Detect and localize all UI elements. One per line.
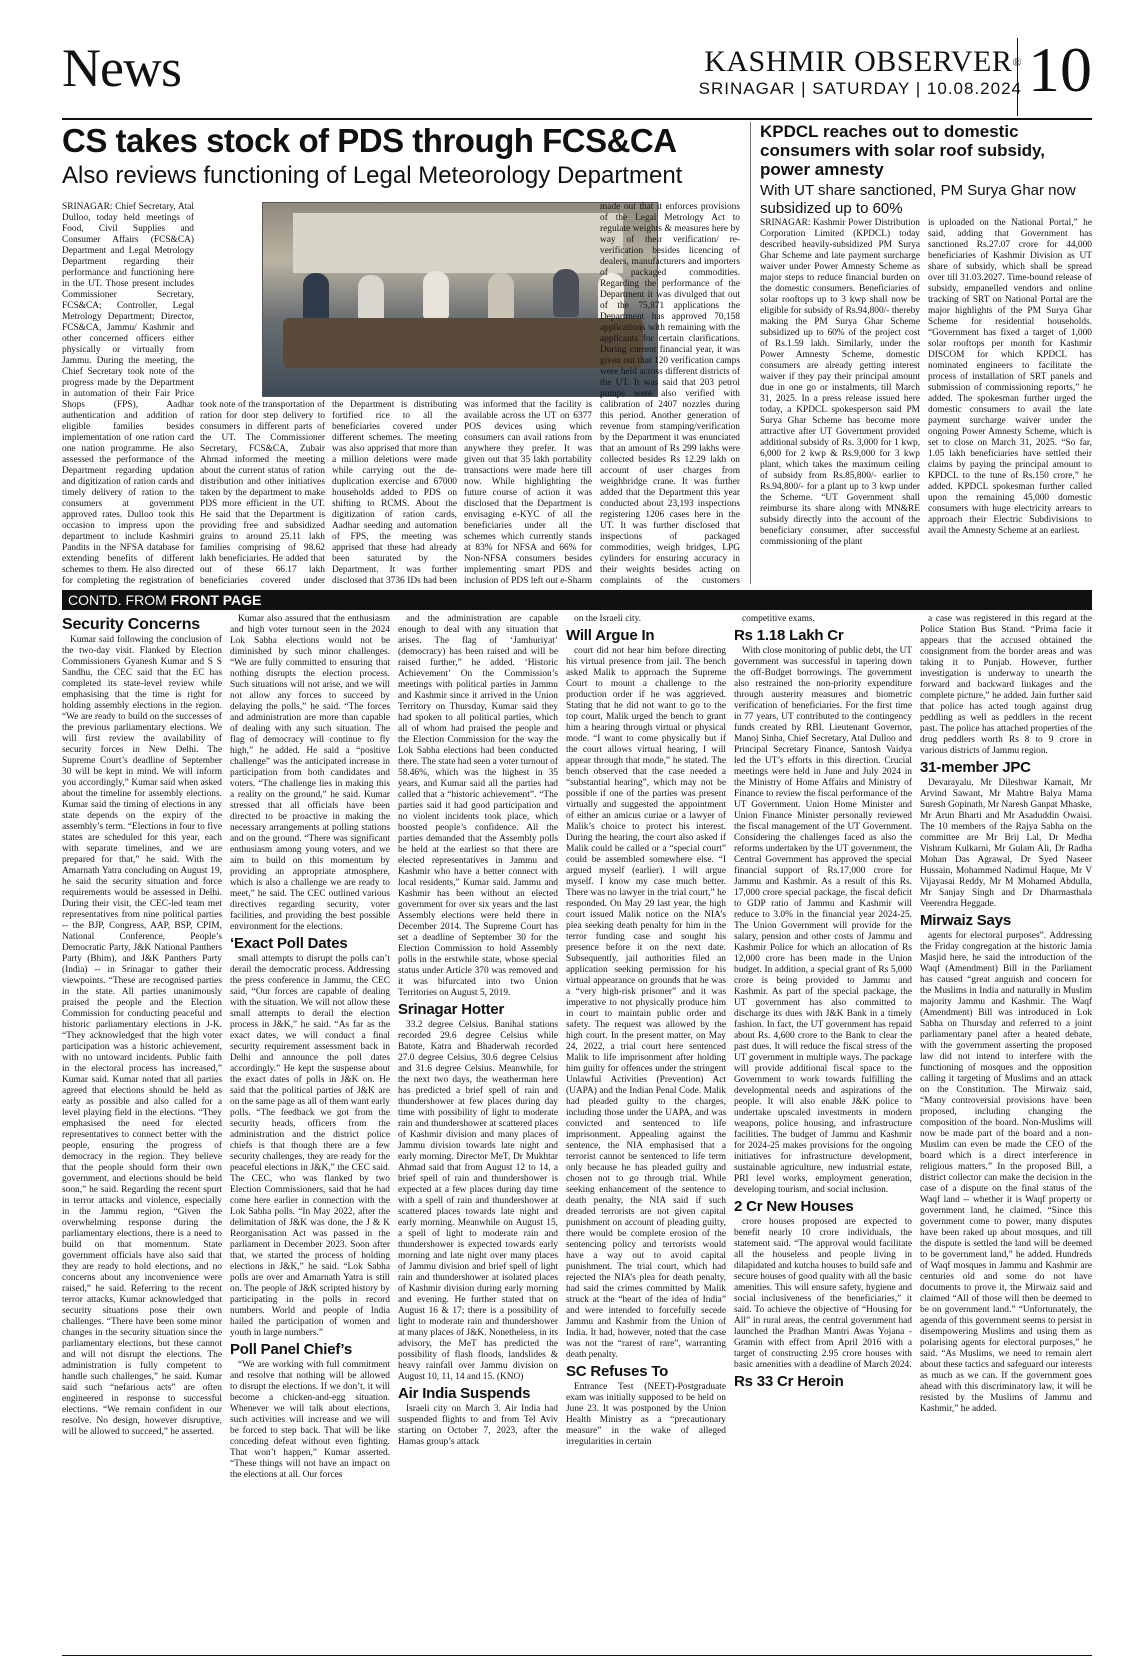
subhead-sc-refuses-to: SC Refuses To: [566, 1363, 669, 1380]
contd-text: Israeli city on March 3. Air India had suspended flights to and from Tel Aviv starting on October 7, 2023, after the Hamas group’s attack: [398, 1404, 558, 1447]
contd-text: agents for electoral purposes”. Addressing the Friday congregation at the historic Jamia Masjid here, he said the introduction of the Waqf (Amendment) Bill in the Parliament has caused “great anguish and concern for the Muslims in India and naturally in Muslim majority Jammu and Kashmir. The Waqf (Amendment) Bill was introduced in Lok Sabha on Thursday and referred to a joint parliamentary panel after a heated debate, with the government asserting the proposed law did not intend to interfere with the functioning of mosques and the opposition calling it targeting of Muslims and an attack on the Constitution. The Mirwaiz said, “Many controversial provisions have been proposed, including changing the composition of the board. Non-Muslims will now be made part of the board and a non-Muslim can even be made the CEO of the board which is a direct interference in religious matters.” In the proposed Bill, a district collector can make the decision in the case of a dispute on the final status of the Waqf land -- whether it is Waqf property or government land, he claimed. “Since this government come to power, many disputes have been raked up about mosques, and till the dispute is settled the land will be deemed to be government land,” he added. Hundreds of Waqf mosques in Jammu and Kashmir are centuries old and some do not have documents to prove it, the Mirwaiz said and claimed “All of those will then be deemed to be on government land.” “Unfortunately, the agenda of this government seems to persist in disempowering Muslims and using them as polarising agents for electoral purposes,” he said. “As Muslims, we need to remain alert about these tactics and safeguard our interests as much as we can. If the government goes ahead with this discriminatory law, it will be resisted by the Muslims of Jammu and Kashmir,” he added.: [920, 931, 1092, 1414]
lead-col-2: took note of the transportation of ration for door step delivery to consumers in different parts of the UT. The Commissioner Secretary, FCS&CA, Zubair Ahmad informed the meeting about the current status of ration distribution and other initiatives taken by the department to make PDS more efficient in the UT. He said that the Department is providing free and subsidized grains to around 25.11 lakh families comprising of 98.62 lakh beneficiaries. He added that out of these 66.17 lakh beneficiaries covered under: [200, 400, 325, 586]
lead-col-3: the Department is distributing fortified rice to all the beneficiaries covered under different schemes. The meeting was also apprised that more than a million deletions were made while carrying out the de-duplication exercise and 67000 households added to PDS on shifting to RCMS. About the digitization of ration cards, Aadhar seeding and automation of FPS, the meeting was apprised that these had already been saturated by the Department. It was further disclosed that 3736 IDs had been: [332, 400, 457, 586]
paper-name-text: KASHMIR OBSERVER: [704, 45, 1013, 78]
photo-person: [358, 275, 384, 323]
lead-deck: Also reviews functioning of Legal Meteorology Department: [62, 162, 683, 189]
kpdcl-headline: KPDCL reaches out to domestic consumers with solar roof subsidy, power amnesty: [760, 122, 1045, 179]
lead-col-5: made out that it enforces provisions of the Legal Metrology Act to regulate weights & measures here by way of their verification/ re-verification besides licencing of dealers, manufacturers and importers of packaged commodities. Regarding the performance of the Department it was divulged that out of the 75,871 applications the Department has approved 70,158 applications with remaining with the applicants for certain clarifications. During current financial year, it was given out that 120 verification camps were held across different districts of the UT. It was said that 203 petrol pumps were also verified with calibration of 2407 nozzles during this period. Another generation of revenue from stamping/verification by the Department it was enunciated that an amount of Rs 299 lakhs were collected besides Rs 12.29 lakh on account of user charges from weighbridge crane. It was further added that the Department this year conducted about 23,193 inspections registering 1206 cases here in the UT. It was further disclosed that inspections of packaged commodities, weigh bridges, LPG cylinders for ensuring accuracy in their weights besides acting on complaints of the customers: [600, 202, 740, 586]
kpdcl-col-2: is uploaded on the National Portal,” he said, adding that Government has sanctioned Rs.27.07 crore for 44,000 beneficiaries of Kashmir Division as UT share of subsidy, which shall be spread over till 31.03.2027. Time-bound release of subsidy, empanelled vendors and online tracking of SRT on National Portal are the major highlights of the PM Surya Ghar Scheme for residential households. “Government has fixed a target of 1,000 solar rooftops per month for Kashmir DISCOM for which KPDCL has nominated engineers to facilitate the process of installation of SRT panels and submission of commissioning reports,” he added. The spokesman further urged the domestic consumers to avail the late payment surcharge waiver under the ongoing Power Amnesty Scheme, which is set to close on March 31, 2025. “So far, 1.05 lakh beneficiaries have settled their claims by paying the principal amount to KPDCL to the tune of Rs.150 crore,” he added. KPDCL spokesman further called upon the remaining 45,000 domestic consumers with huge electricity arrears to approach their Electric Subdivisions to avail the Amnesty Scheme at an earliest.: [928, 218, 1092, 536]
subhead-poll-panel-chief: Poll Panel Chief’s: [230, 1341, 352, 1358]
photo-table: [283, 318, 643, 368]
contd-text: Entrance Test (NEET)-Postgraduate exam was initially supposed to be held on June 23. It was postponed by the Union Health Ministry as a “precautionary measure” in the wake of alleged irregularities in certain: [566, 1382, 726, 1447]
kpdcl-col-1: SRINAGAR: Kashmir Power Distribution Corporation Limited (KPDCL) today described heavily-subsidized PM Surya Ghar Scheme and late payment surcharge waiver under Power Amnesty Scheme as major steps to reduce financial burden on the domestic consumers. Beneficiaries of solar rooftops up to 3 kwp shall now be eligible for subsidy of Rs.94,800/- thereby making the PM Surya Ghar Scheme subsidized up to 60% of the project cost of Rs.1.59 lakh. Similarly, under the Power Amnesty Scheme, domestic consumers are already getting interest waiver if they pay their principal amount due in one go or instalments, till March 31, 2025. In a press release issued here today, a KPDCL spokesperson said PM Surya Ghar Scheme has become more attractive after UT Government provided additional subsidy of Rs. 3,000 for 1 kwp, 6,000 for 2 kwp & Rs.9,000 for 3 kwp plant, which takes the maximum ceiling of subsidy from Rs.85,800/- earlier to Rs.94,800/- for a plant up to 3 kwp under the Scheme. “UT Government shall reimburse its share along with MN&RE subsidy directly into the account of the beneficiary consumer, after successful commissioning of the plant: [760, 218, 920, 547]
contd-text: “We are working with full commitment and resolve that nothing will be allowed to disrupt the elections. If we don’t, it will become a chicken-and-egg situation. Whenever we will talk about elections, such activities will increase and we will be forced to step back. That will be like conceding defeat without even fighting. That won’t happen,” Kumar asserted. “These things will not have an impact on the elections at all. Our forces: [230, 1360, 390, 1480]
subhead-will-argue-in: Will Argue In: [566, 627, 655, 644]
photo-person: [303, 273, 329, 321]
paper-name: [699, 46, 1022, 78]
contd-col-6: [920, 614, 1092, 1654]
page-bottom-rule: [62, 1655, 1092, 1656]
photo-person: [423, 271, 449, 319]
contd-text: crore houses proposed are expected to benefit nearly 10 crore individuals, the statement said. “The approval would facilitate all the houseless and people living in dilapidated and kutcha houses to build safe and secure houses of good quality with all the basic amenities. This will ensure safety, hygiene and social inclusiveness of the beneficiaries,” it said. To achieve the objective of “Housing for All” in rural areas, the central government had launched the Pradhan Mantri Awas Yojana -Gramin with effect from April 2016 with a target of constructing 2.95 crore houses with basic amenities with a deadline of March 2024.: [734, 1217, 912, 1370]
dateline: SRINAGAR | SATURDAY | 10.08.2024: [698, 79, 1022, 98]
kpdcl-deck: With UT share sanctioned, PM Surya Ghar now subsidized up to 60%: [760, 182, 1076, 217]
contd-text: competitive exams.: [742, 614, 815, 624]
subhead-exact-poll-dates: ‘Exact Poll Dates: [230, 935, 348, 952]
subhead-rs-1-18-lakh-cr: Rs 1.18 Lakh Cr: [734, 627, 844, 644]
masthead-rule: [62, 118, 1092, 120]
contd-banner: [62, 590, 1092, 610]
page-number: 10: [1017, 38, 1092, 116]
lead-story: [62, 122, 762, 190]
photo-person: [488, 273, 514, 321]
contd-label-bold: FRONT PAGE: [170, 592, 262, 608]
registered-mark: ®: [1012, 55, 1022, 69]
contd-col-5: [734, 614, 912, 1654]
contd-text: Kumar also assured that the enthusiasm and high voter turnout seen in the 2024 Lok Sabha elections would not be diminished by such minor challenges. “We are fully committed to ensuring that nothing disrupts the election process. Such situations will not arise, and we will not allow any forces to succeed by delaying the polls,” he said. “The forces and administration are more than capable of dealing with any such situation. The flag of democracy will continue to fly high,” he added. He said a “positive challenge” was the anticipated increase in participation from both candidates and voters. “The challenge lies in making this a reality on the ground,” he said. Kumar stressed that all officials have been directed to be proactive in making the necessary arrangements at polling stations and on the ground. “There was significant enthusiasm among young voters, and we aim to build on this momentum by providing an appropriate atmosphere, which is also a challenge we are ready to meet,” he said. The CEC outlined various directives regarding security, voter facilities, and providing the best possible environment for the elections.: [230, 614, 390, 932]
photo-screen: [293, 213, 623, 273]
masthead: [62, 34, 1092, 108]
subhead-srinagar-hotter: Srinagar Hotter: [398, 1001, 505, 1018]
contd-col-1: [62, 614, 222, 1654]
subhead-security-concerns: Security Concerns: [62, 616, 200, 633]
contd-text: With close monitoring of public debt, the UT government was successful in tapering down the off-Budget borrowings. The government also restrained the non-priority expenditure through austerity measures and biometric verification of beneficiaries. For the first time in 77 years, UT contributed to the contingency funds created by RBI. Lieutenant Governor, Manoj Sinha, Chief Secretary, Atal Dulloo and Principal Secretary Finance, Santosh Vaidya led the UT’s efforts in this direction. Crucial meetings were held in June and July 2024 in the Ministry of Home Affairs and Ministry of Finance to review the fiscal performance of the UT Government. Union Home Minister and Union Finance Minister personally reviewed the fiscal management of the UT Government. Considering the challenges faced as also the reforms undertaken by the UT government, the Central Government has approved the special financial support of Rs.17,000 crore for Jammu and Kashmir. As a result of this Rs. 17,000 crore special package, the fiscal deficit to GDP ratio of Jammu and Kashmir will reduce to 3.0% in the financial year 2024-25. The Union Government will provide for the salary, pension and other costs of Jammu and Kashmir Police for which an allocation of Rs 12,000 crore has been made in the Union budget. In addition, a special grant of Rs 5,000 crore is being provided to Jammu and Kashmir. As part of the special package, the UT government has also committed to discharge its dues with J&K Bank in a timely fashion. In fact, the UT government has repaid about Rs. 4,600 crore to the Bank to clear the past dues. It will reduce the fiscal stress of the UT government in multiple ways. The package will provide additional fiscal space to the Government to work towards fulfilling the developmental needs and aspirations of the people. It will also enable J&K police to undertake upscaled investments in modern weapons, police housing, and infrastructure facilities. The budget of Jammu and Kashmir for 2024-25 makes provisions for the ongoing initiatives for infrastructure development, sustainable agriculture, new industrial estate, PRI level works, employment generation, developing tourism, and social inclusion.: [734, 646, 912, 1195]
photo-person: [553, 269, 579, 317]
subhead-31-member-jpc: 31-member JPC: [920, 759, 1031, 776]
contd-text: court did not hear him before directing his virtual presence from jail. The bench asked Malik to approach the Supreme Court to mount a challenge to the production order if he was aggrieved. Stating that he did not want to go to the top court, Malik urged the bench to grant him a hearing through virtual or physical mode. “I want to come physically but if the court allows virtual hearing, I will appear through that mode,” he stated. The bench observed that the case needed a “substantial hearing”, which may not be possible if one of the parties was present virtually and suggested the appointment of either an amicus curiae or a lawyer of Malik’s choice to protect his interest. During the hearing, the court also asked if Malik could be called or a “special court” could be assembled somewhere else. “I argued myself (earlier). I will argue myself. I know my case much better. There was no lawyer in the trial court,” he responded. On May 29 last year, the high court issued Malik notice on the NIA’s plea seeking death penalty for him in the terror funding case and sought his presence before it on the next date. Subsequently, jail authorities filed an application seeking permission for his virtual appearance on grounds that he was a “very high-risk prisoner” and it was imperative to not physically produce him in court to maintain public order and safety. The request was allowed by the high court. In the present matter, on May 24, 2022, a trial court here sentenced Malik to life imprisonment after holding him guilty for offences under the stringent Unlawful Activities (Prevention) Act (UAPA) and the Indian Penal Code. Malik had pleaded guilty to the charges, including those under the UAPA, and was convicted and sentenced to life imprisonment. Appealing against the sentence, the NIA emphasised that a terrorist cannot be sentenced to life term only because he has pleaded guilty and chosen not to go through trial. While seeking enhancement of the sentence to death penalty, the NIA said if such dreaded terrorists are not given capital punishment on account of pleading guilty, there would be complete erosion of the sentencing policy and terrorists would have a way out to avoid capital punishment. The trial court, which had rejected the NIA’s plea for death penalty, had said the crimes committed by Malik struck at the “heart of the idea of India” and were intended to forcefully secede Jammu and Kashmir from the Union of India. It had, however, noted that the case was not the “rarest of rare”, warranting death penalty.: [566, 646, 726, 1360]
contd-text: a case was registered in this regard at the Police Station Bus Stand. “Prima facie it appears that the accused obtained the consignment from the border areas and was taking it to Punjab. However, further investigation is underway to unearth the forward and backward linkages and the complete picture,” he added. Jain further said that police has acted tough against drug peddling as well as peddlers in the recent past. The police has attached properties of the drug peddlers worth Rs 8 to 9 crore in various districts of Jammu region.: [920, 614, 1092, 756]
subhead-mirwaiz-says: Mirwaiz Says: [920, 912, 1011, 929]
lead-col-1: SRINAGAR: Chief Secretary, Atal Dulloo, today held meetings of Food, Civil Supplies and Consumer Affairs (FCS&CA) Department and Legal Metrology Department regarding their performance and functioning here in the UT. Those present includes Commissioner Secretary, FCS&CA; Controller, Legal Metrology Department; Director, FCS&CA, Jammu/ Kashmir and other concerned officers either physically or virtually from Jammu. During the meeting, the Chief Secretary took note of the progress made by the Department in automation of their Fair Price Shops (FPS), Aadhar authentication and addition of eligible families besides implementation of one ration card one nation programme. He also assessed the performance of the Department regarding updation and digitization of ration cards and timely delivery of ration to the consumers at government approved rates. Dulloo took this occasion to impress upon the department to include Kashmiri Pandits in the NFSA database for extending benefits of different schemes to them. He also directed for completing the registration of: [62, 202, 194, 586]
contd-col-4: [566, 614, 726, 1654]
contd-text: and the administration are capable enough to deal with any situation that arises. The flag of ‘Jamhuriyat’ (democracy) has been raised and will be raised further,” he added. ‘Historic Achievement’ On the Commission’s meetings with political parties in Jammu and Kashmir since it arrived in the Union Territory on Thursday, Kumar said they had spoken to all political parties, which all of whom had praised the people and the Election Commission for the way the Lok Sabha elections had been conducted there. The state had seen a voter turnout of 58.46%, which was the highest in 35 years, and Kumar said all the parties had called that a “historic achievement”. “The parties said it had good participation and no violent incidents took place, which boosted people’s confidence. All the parties demanded that the Assembly polls be held at the earliest so that there are elected representatives in Jammu and Kashmir who have a better connect with local residents,” Kumar said. Jammu and Kashmir has been without an elected government for over six years and the last Assembly elections were held there in December 2014. The Supreme Court has set a deadline of September 30 for the Election Commission to hold Assembly polls in the erstwhile state, whose special status under Article 370 was removed and it was bifurcated into two Union Territories on August 5, 2019.: [398, 614, 558, 998]
contd-label-plain: CONTD. FROM: [68, 592, 171, 608]
paper-brand: [699, 46, 1022, 100]
subhead-air-india-suspends: Air India Suspends: [398, 1385, 531, 1402]
contd-col-3: [398, 614, 558, 1654]
lead-col-4: was informed that the facility is available across the UT on 6377 POS devices using which consumers can avail rations from anywhere they prefer. It was given out that 35 lakh portability transactions were made here till now. While highlighting the future course of action it was disclosed that the Department is envisaging e-KYC of all the beneficiaries under all the schemes which currently stands at 83% for NFSA and 66% for Non-NFSA consumers besides implementing smart PDS and inclusion of PDS left out e-Sharm: [464, 400, 592, 586]
subhead-rs-33-cr-heroin: Rs 33 Cr Heroin: [734, 1373, 844, 1390]
section-name: News: [62, 38, 181, 98]
contd-col-2: [230, 614, 390, 1654]
lead-headline: CS takes stock of PDS through FCS&CA: [62, 122, 677, 159]
contd-text: 33.2 degree Celsius. Banihal stations recorded 29.6 degree Celsius while Batote, Katra and Bhaderwah recorded 27.0 degree Celsius, 30.6 degree Celsius and 31.6 degree Celsius. Meanwhile, for the next two days, the weatherman here has predicted a brief spell of rain and thundershower at few places during day time with possibility of light to moderate rain and thundershower at scattered places of Kashmir division and many places of Jammu division towards late night and early morning. Director MeT, Dr Mukhtar Ahmad said that from August 12 to 14, a brief spell of rain and thundershower is expected at a few places during day time with a spell of rain and thundershower at scattered places towards late night and early morning. Meanwhile on August 15, a spell of light to moderate rain and thundershower is expected towards early morning and late night over many places of Jammu division and brief spell of light rain and thundershower at isolated places of Kashmir division during early morning and evening. He further stated that on August 16 & 17; there is a possibility of light to moderate rain and thundershower at many places of J&K. Nonetheless, in its advisory, the MeT has predicted the possibility of flash floods, landslides & heavy rainfall over Jammu division on August 10, 11, 14 and 15. (KNO): [398, 1020, 558, 1382]
column-divider: [750, 122, 751, 584]
kpdcl-story: [760, 122, 1092, 218]
contd-text: small attempts to disrupt the polls can’t derail the democratic process. Addressing the press conference in Jammu, the CEC said, “Our forces are capable of dealing with the situation. We will not allow these small attempts to derail the election process in J&K,” he said. “As far as the exact dates, we will conduct a final security requirement assessment back in Delhi and announce the poll dates accordingly.” He kept the suspense about the exact dates of polls in J&K on. He said that the political parties of J&K are on the same page as all of them want early polls. “The feedback we got from the security heads, officers from the administration and the district police chiefs is that though there are a few security challenges, they are ready for the peaceful elections in J&K,” the CEC said. The CEC, who was flanked by two Election Commissioners, said that he had come here earlier in connection with the Lok Sabha polls. “In May 2022, after the delimitation of J&K was done, the J & K Reorganisation Act was passed in the parliament in December 2023. Soon after that, we started the process of holding elections in J&K,” he said. “Lok Sabha polls are over and Amarnath Yatra is still on. The people of J&K scripted history by participating in the polls in record numbers. World and people of India hailed the participation of women and youth in large numbers.”: [230, 954, 390, 1338]
contd-text: Kumar said following the conclusion of the two-day visit. Flanked by Election Commissioners Gyanesh Kumar and S S Sandhu, the CEC said that the EC has completed its state-level review while emphasising that the time is right for holding assembly elections in the region. “We are ready to build on the successes of the previous parliamentary elections. We will first review the availability of security forces in New Delhi. The Supreme Court’s deadline of September 30 will be kept in mind. We will inform you accordingly,” Kumar said when asked about the timeline for assembly elections. Kumar said the timing of elections in any state depends on the expiry of the assembly’s term. “Elections in four to five states are scheduled for this year, each with separate timelines, and we are prepared for that,” he said. With the Amarnath Yatra concluding on August 19, he said the security situation and force requirements would be assessed in Delhi. During their visit, the CEC-led team met representatives from nine political parties -- the BJP, Congress, AAP, BSP, CPIM, National Conference, People’s Democratic Party, J&K National Panthers Party (Bhim), and J&K Panthers Party (India) -- in Srinagar to gather their viewpoints. “These are recognised parties in the state. All parties unanimously praised the people and the Election Commission for conducting peaceful and historic parliamentary elections in J-K. “They acknowledged that the high voter participation was a historic achievement, with no untoward incidents. Public faith in the electoral process has increased,” Kumar said. Kumar noted that all parties agreed that elections should be held as early as possible and also called for a level playing field in the elections. “They emphasised the need for elected representatives to connect better with the people, ensuring the progress of democracy in the region. They believe that the people should form their own government, and elections should be held soon,” he said. Regarding the recent spurt in terror attacks and violence, especially in the Jammu region, “Given the overwhelming response during the parliamentary elections, there is a need to build on that momentum. State government officials have also said that they are ready to hold elections, and no concerns about any inconvenience were raised,” he said. Referring to the recent terror attacks, Kumar acknowledged that security situations pose their own challenges. “There have been some minor changes in the security situation since the parliamentary elections, but these cannot and will not disrupt the elections. The administration is fully competent to handle such challenges,” he said. Kumar said such “nefarious acts” are often engineered in response to successful elections. “We remain confident in our resolve. No design, however disruptive, will be allowed to succeed,” he asserted.: [62, 635, 222, 1437]
contd-text: on the Israeli city.: [574, 614, 642, 624]
contd-text: Devarayalu, Mr Dileshwar Kamait, Mr Arvind Sawant, Mr Mahtre Balya Mama Suresh Gopinath, Mr Naresh Ganpat Mhaske, Mr Arun Bharti and Mr Asaduddin Owaisi. The 10 members of the Rajya Sabha on the committee are Mr Brij Lal, Dr Medha Vishram Kulkarni, Mr Gulam Ali, Dr Radha Mohan Das Agrawal, Dr Syed Naseer Hussain, Mohammed Nadimul Haque, Mr V Vijayasai Reddy, Mr M Mohamed Abdulla, Mr Sanjay Singh and Dr Dharmasthala Veerendra Heggade.: [920, 778, 1092, 909]
subhead-2-cr-new-houses: 2 Cr New Houses: [734, 1198, 854, 1215]
lead-photo: [262, 202, 658, 397]
